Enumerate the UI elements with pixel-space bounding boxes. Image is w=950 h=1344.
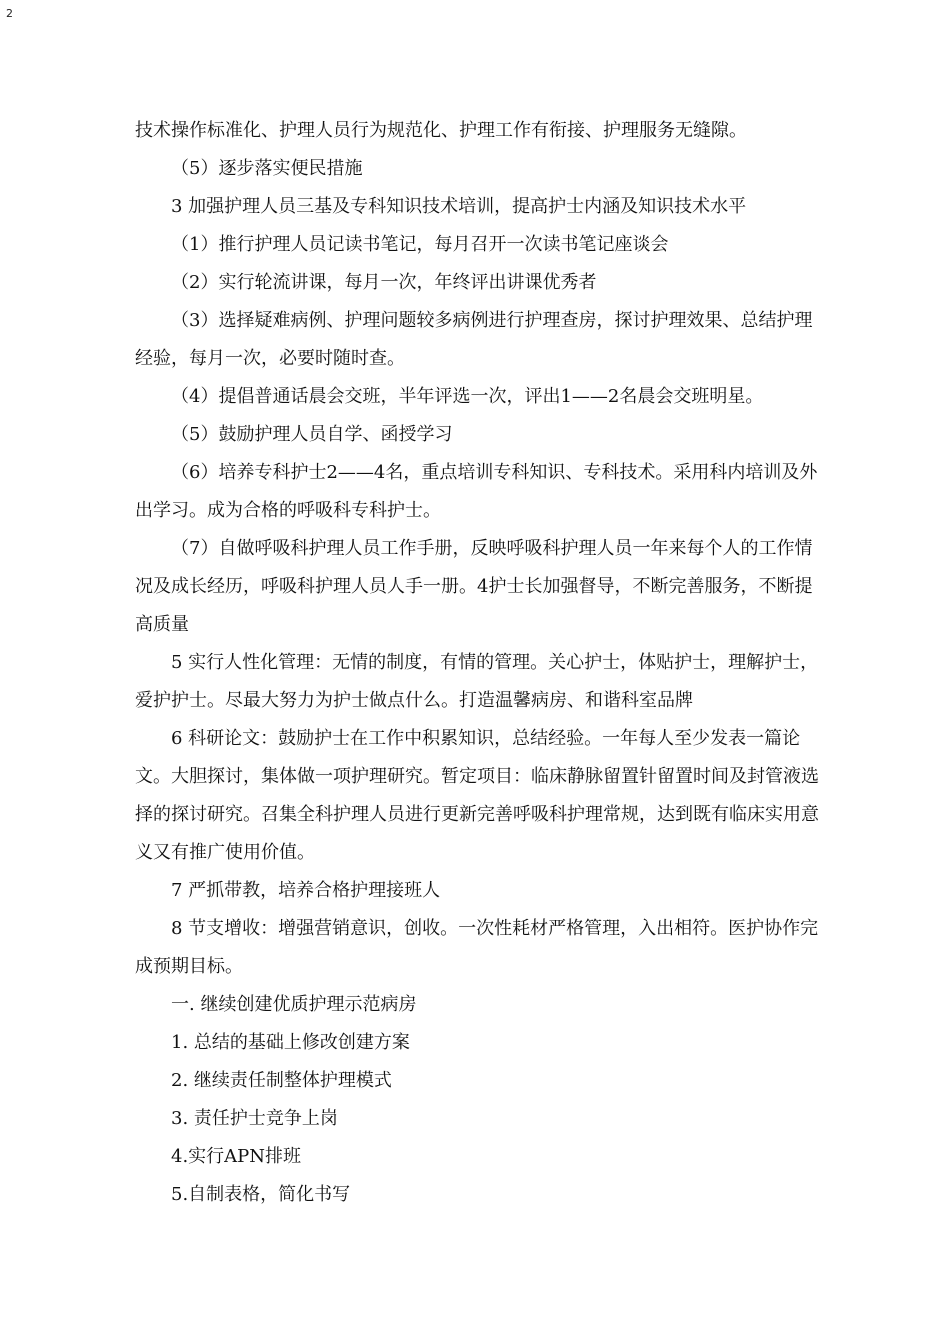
list-item: 一. 继续创建优质护理示范病房 xyxy=(171,994,417,1015)
paragraph: （4）提倡普通话晨会交班，半年评选一次，评出1——2名晨会交班明星。 xyxy=(171,386,764,407)
list-item: 3. 责任护士竞争上岗 xyxy=(171,1108,338,1129)
paragraph: （5）逐步落实便民措施 xyxy=(171,158,363,179)
page-number: 2 xyxy=(6,7,13,20)
document-body xyxy=(135,112,825,1214)
paragraph: 7 严抓带教，培养合格护理接班人 xyxy=(171,880,441,901)
paragraph: （3）选择疑难病例、护理问题较多病例进行护理查房，探讨护理效果、总结护理经验，每月一次，必要时随时查。 xyxy=(135,310,813,369)
paragraph: （2）实行轮流讲课，每月一次，年终评出讲课优秀者 xyxy=(171,272,597,293)
paragraph: （7）自做呼吸科护理人员工作手册，反映呼吸科护理人员一年来每个人的工作情况及成长经历，呼吸科护理人员人手一册。4护士长加强督导，不断完善服务，不断提高质量 xyxy=(135,538,813,635)
list-item: 2. 继续责任制整体护理模式 xyxy=(171,1070,392,1091)
list-item: 1. 总结的基础上修改创建方案 xyxy=(171,1032,410,1053)
paragraph: 6 科研论文：鼓励护士在工作中积累知识，总结经验。一年每人至少发表一篇论文。大胆探讨，集体做一项护理研究。暂定项目：临床静脉留置针留置时间及封管液选择的探讨研究。召集全科护理人员进行更新完善呼吸科护理常规，达到既有临床实用意义又有推广使用价值。 xyxy=(135,728,819,863)
paragraph: 技术操作标准化、护理人员行为规范化、护理工作有衔接、护理服务无缝隙。 xyxy=(135,120,747,141)
paragraph: 3 加强护理人员三基及专科知识技术培训，提高护士内涵及知识技术水平 xyxy=(171,196,747,217)
paragraph: （5）鼓励护理人员自学、函授学习 xyxy=(171,424,453,445)
paragraph: （1）推行护理人员记读书笔记，每月召开一次读书笔记座谈会 xyxy=(171,234,669,255)
list-item: 4.实行APN排班 xyxy=(171,1146,302,1167)
paragraph: （6）培养专科护士2——4名，重点培训专科知识、专科技术。采用科内培训及外出学习。成为合格的呼吸科专科护士。 xyxy=(135,462,818,521)
list-item: 5.自制表格，简化书写 xyxy=(171,1184,351,1205)
paragraph: 8 节支增收：增强营销意识，创收。一次性耗材严格管理，入出相符。医护协作完成预期目标。 xyxy=(135,918,819,977)
paragraph: 5 实行人性化管理：无情的制度，有情的管理。关心护士，体贴护士，理解护士，爱护护士。尽最大努力为护士做点什么。打造温馨病房、和谐科室品牌 xyxy=(135,652,819,711)
